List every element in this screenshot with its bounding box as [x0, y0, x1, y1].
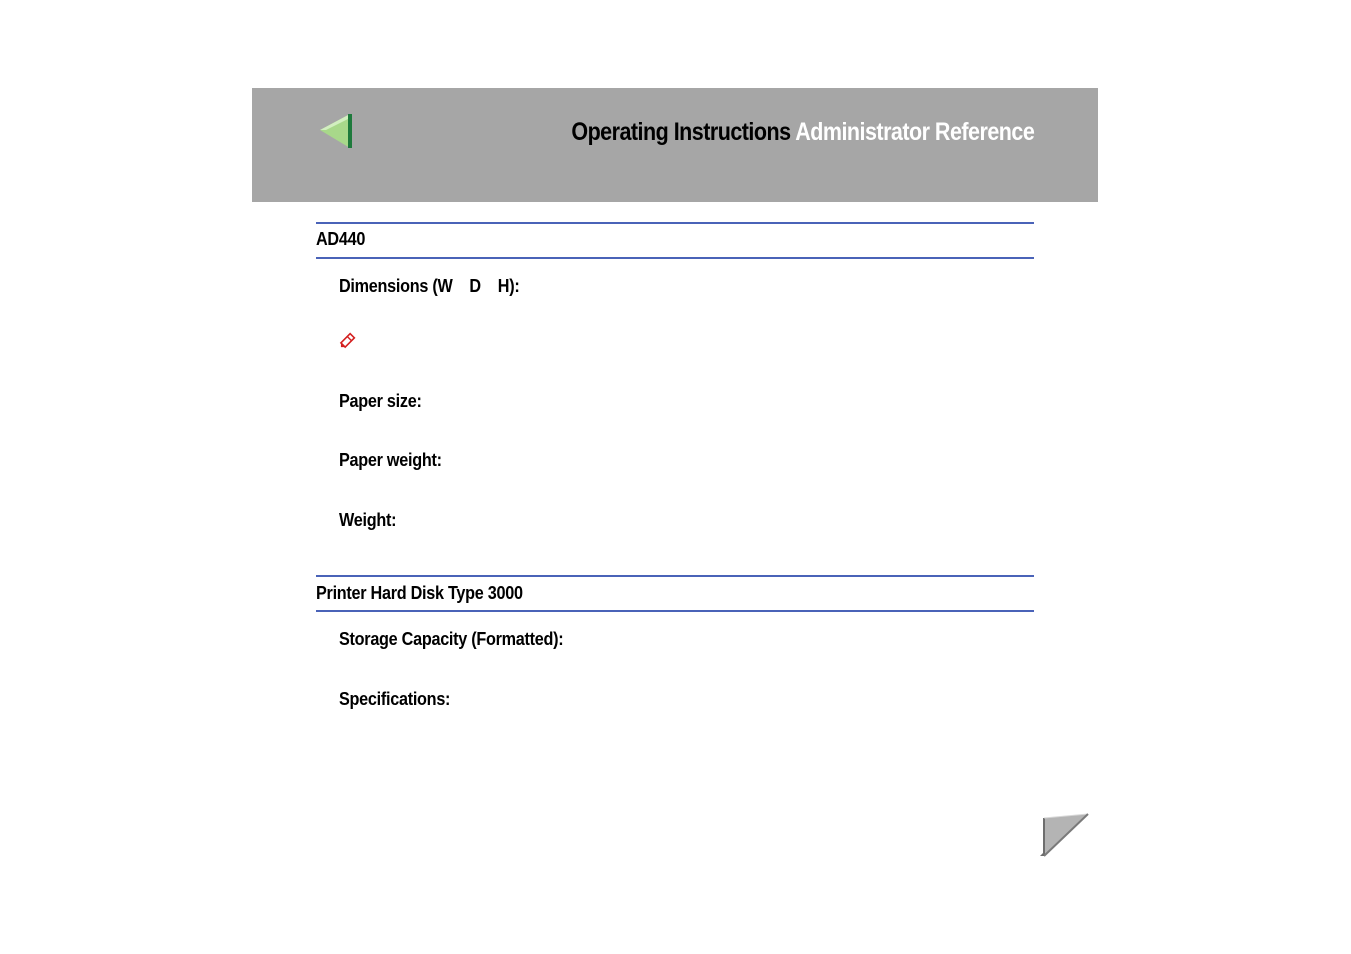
item-weight: Weight: — [339, 510, 397, 530]
back-button[interactable] — [318, 114, 354, 150]
item-storage-capacity: Storage Capacity (Formatted): — [339, 629, 564, 649]
section-rule-bottom — [316, 610, 1034, 612]
document-title — [571, 118, 1034, 147]
back-triangle-icon — [318, 114, 354, 150]
section-rule-top — [316, 575, 1034, 577]
section-title-ad440: AD440 — [316, 229, 366, 249]
title-main: Operating Instructions — [571, 118, 791, 146]
page-curl-next-icon — [1040, 812, 1090, 858]
section-rule-bottom — [316, 257, 1034, 259]
section-title-hard-disk: Printer Hard Disk Type 3000 — [316, 583, 523, 603]
section-rule-top — [316, 222, 1034, 224]
item-paper-weight: Paper weight: — [339, 450, 442, 470]
item-dimensions: Dimensions (W D H): — [339, 276, 520, 296]
item-paper-size: Paper size: — [339, 391, 422, 411]
pencil-note-icon — [338, 330, 358, 350]
next-page-button[interactable] — [1040, 812, 1090, 858]
item-specifications: Specifications: — [339, 689, 451, 709]
title-sub: Administrator Reference — [794, 118, 1034, 146]
page-header — [252, 88, 1098, 202]
